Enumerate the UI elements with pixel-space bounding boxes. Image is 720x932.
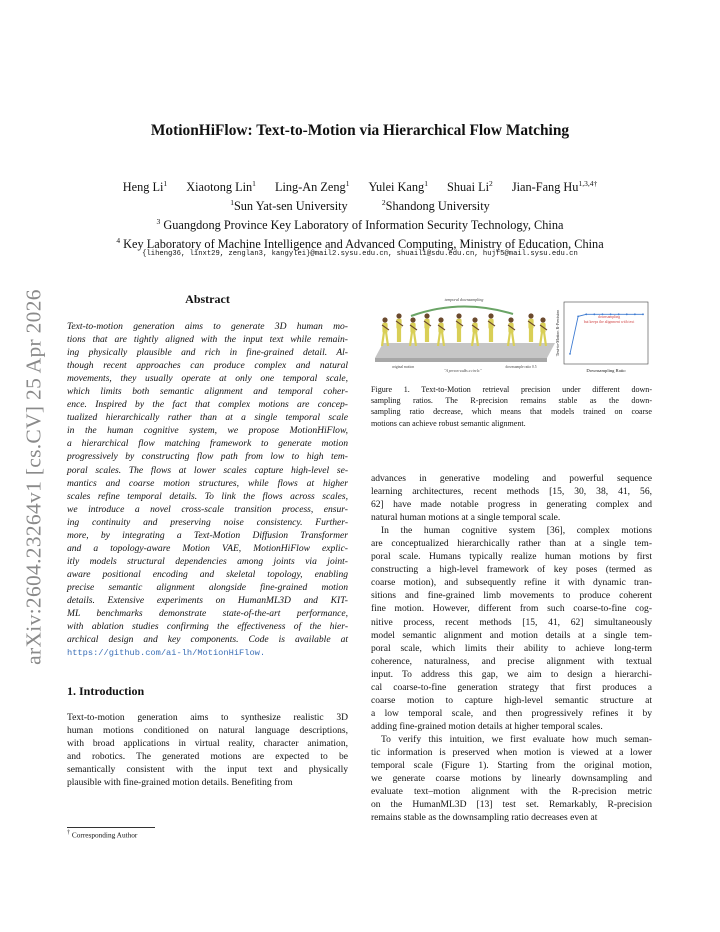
plot-xlabel: Downsampling Ratio <box>586 368 626 373</box>
figure-floor-shade <box>375 358 547 362</box>
abstract-line: we introduce a novel cross-scale transition process, ensur- <box>67 503 348 515</box>
abstract-line: with ablation studies confirming the effectiveness of the hier- <box>67 621 348 633</box>
walker-figure <box>424 313 431 342</box>
section-heading-introduction: 1. Introduction <box>67 684 145 698</box>
paragraph-line: on the HumanML3D [13] test set. Remarkably, R-precision <box>371 799 652 811</box>
paragraph-line: poral scale. Humans typically realize human motions by first <box>371 551 652 563</box>
plot-frame <box>564 302 648 364</box>
author: Ling-An Zeng$^1$ <box>274 179 350 195</box>
data-point <box>642 313 644 315</box>
label-prompt: "A person walks a circle." <box>444 369 482 373</box>
affiliation-line-3: $^4$ Key Laboratory of Machine Intelligence and Advanced Computing, Ministry of Education, China <box>116 236 604 252</box>
abstract-line: scales refine temporal details. To link the flows across scales, <box>67 490 348 502</box>
caption-line: motions can achieve robust semantic alignment. <box>371 418 526 428</box>
paragraph-line: In the human cognitive system [36], complex motions <box>381 525 652 537</box>
abstract-line: poral scales. The flows at lower scales capture high-level se- <box>67 464 348 476</box>
paragraph-line: 62] have made notable progress in generating complex and <box>371 499 652 511</box>
data-point <box>569 353 571 355</box>
abstract-heading: Abstract <box>185 292 230 306</box>
author: Heng Li$^1$ <box>122 179 168 195</box>
walker-figure <box>508 317 515 346</box>
abstract-line: aware positional encoding and skeletal topology, enabling <box>67 568 348 580</box>
abstract-line: in the human cognitive system, we propose MotionHiFlow, <box>67 425 348 437</box>
walker-figure <box>410 317 417 346</box>
paragraph-line: coherence, naturalness, and precise alignment with textual <box>371 655 652 667</box>
abstract-line: progressively by constructing flow path from low to high tem- <box>67 451 348 463</box>
abstract-line: ML benchmarks demonstrate state-of-the-art performance, <box>67 608 348 620</box>
caption-line: Figure 1. Text-to-Motion retrieval precision under different down- <box>371 385 652 394</box>
paragraph-line: cal coarse-to-fine generation strategy that first produces a <box>371 681 652 693</box>
paragraph-line: temporal scale (Figure 1). Starting from the original motion, <box>371 760 652 772</box>
abstract-line: a hierarchical flow matching framework to generate motion <box>67 438 348 450</box>
paragraph-line: adding fine-grained motion details at higher temporal scales. <box>371 720 603 732</box>
figure-1-graphic <box>371 296 652 376</box>
author: Yulei Kang$^1$ <box>368 179 428 195</box>
intro-paragraph <box>67 711 348 789</box>
abstract-line: though recent approaches can produce complex and natural <box>67 360 348 372</box>
abstract-line: itly models structural dependencies among joints via joint- <box>67 555 348 567</box>
right-column-text <box>371 472 652 824</box>
walker-figure <box>472 317 479 346</box>
paragraph-line: poral scale, which limits their ability to achieve long-term <box>371 642 652 654</box>
data-point <box>626 313 628 315</box>
author-list <box>0 176 720 195</box>
author: Jian-Fang $Hu^{1,3,4\dagger}$ <box>511 179 598 195</box>
walker-figure <box>456 313 463 342</box>
intro-line: with broad applications in virtual reality, character animation, <box>67 738 348 750</box>
abstract-line: ence. Inspired by the fact that complex motions are concep- <box>67 399 348 411</box>
r-precision-plot <box>555 302 648 373</box>
caption-line: sampling ratios. The R-precision remains stable as the down- <box>371 396 652 406</box>
abstract-body <box>67 320 348 659</box>
intro-line: plausible with fine-grained motion details. Benefiting from <box>67 777 293 789</box>
paragraph-line: constructing a high-level framework of key poses (termed as <box>371 564 652 576</box>
arxiv-identifier: arXiv:2604.23264v1 [cs.CV] 25 Apr 2026 <box>21 289 46 665</box>
plot-note-1: downsampling <box>597 315 621 319</box>
paragraph-line: model semantic alignment and motion details at a single tem- <box>371 629 652 641</box>
paragraph-line: remains stable as the downsampling ratio decreases even at <box>371 812 598 824</box>
caption-line: sampling ratio decrease, which means that models trained on coarse <box>371 407 652 417</box>
paragraph-line: fine motion. However, different from such coarse-to-fine cog- <box>371 603 652 615</box>
paragraph-line: natural human motions at a single temporal scale. <box>371 512 561 524</box>
walker-figure <box>540 317 547 346</box>
walking-figures <box>382 313 547 346</box>
paragraph-line: sitions and fine-grained limb movements to produce coherent <box>371 590 652 602</box>
arxiv-sidebar <box>14 262 54 692</box>
author-block <box>0 176 720 252</box>
walker-figure <box>438 317 445 346</box>
abstract-line: mantics and coarse motion structures, while flows at higher <box>67 477 348 489</box>
label-downsample-ratio: downsample ratio 0.5 <box>505 365 537 369</box>
paragraph-line: To verify this intuition, we first evaluate how much seman- <box>381 733 652 745</box>
figure-1 <box>371 296 652 376</box>
label-temporal-downsampling: temporal downsampling <box>444 297 484 302</box>
paragraph-line: nitive process, recent methods [15, 41, 62] simultaneously <box>371 616 652 628</box>
abstract-line: precise semantic alignment alongside fine-grained motion <box>67 581 348 593</box>
paragraph-line: advances in generative modeling and powerful sequence <box>371 473 652 484</box>
abstract-line: movements, they usually operate at only one temporal scale, <box>67 373 348 385</box>
abstract-line: which limits both semantic alignment and temporal coher- <box>67 386 348 398</box>
abstract-line: archical design and key components. Code is available at <box>67 634 348 646</box>
intro-line: and robotics. The generated motions are expected to be <box>67 751 348 763</box>
plot-ylabel: Text-to-Motion R-Precision <box>555 309 560 357</box>
figure-1-caption <box>371 384 652 429</box>
paper-title: MotionHiFlow: Text-to-Motion via Hierarchical Flow Matching <box>150 122 570 139</box>
walker-figure <box>382 317 389 346</box>
paragraph-line: evaluate text–motion alignment with the R-precision metric <box>371 786 652 798</box>
paragraph-line: tic information is preserved when motion is viewed at a lower <box>371 746 652 758</box>
abstract-line: Text-to-motion generation aims to generate 3D human mo- <box>67 321 348 332</box>
code-link[interactable]: https://github.com/ai-lh/MotionHiFlow. <box>67 648 266 659</box>
walker-figure <box>488 313 495 342</box>
intro-line: Text-to-motion generation aims to synthesize realistic 3D <box>67 712 348 723</box>
paragraph-line: we generate coarse motions by linearly downsampling and <box>371 773 652 785</box>
author-emails: {liheng36, linxt29, zenglan3, kangylei}@mail2.sysu.edu.cn, shuaili@sdu.edu.cn, hujf5@mail.sysu.edu.cn <box>142 250 578 258</box>
data-point <box>585 313 587 315</box>
figure-floor <box>375 343 555 358</box>
affiliation-line-2: $^3$ Guangdong Province Key Laboratory of Information Security Technology, China <box>156 217 564 233</box>
label-original-motion: original motion <box>391 365 415 369</box>
footnote-rule <box>67 827 155 828</box>
paragraph-line: coarse motion), and subsequently refine it with dynamic tran- <box>371 577 652 589</box>
paragraph-line: coarse motion to capture high-level semantic structure at <box>371 694 652 706</box>
walker-figure <box>396 313 403 342</box>
paragraph-line: learning architectures, recent methods [15, 30, 38, 41, 56, <box>371 486 652 498</box>
abstract-line: more, by integrating a Text-Motion Diffusion Transformer <box>67 529 348 541</box>
paragraph-line: are conceptualized hierarchically rather than at a single tem- <box>371 538 652 550</box>
data-point <box>577 316 579 318</box>
footnote: † Corresponding Author <box>67 830 138 840</box>
abstract-line: tions that are tightly aligned with the input text while remain- <box>67 334 348 346</box>
affiliation-line-1: $^1$Sun Yat-sen University $^2$Shandong University <box>230 198 490 214</box>
paragraph-line: a low temporal scale, and then progressively refines it by <box>371 707 652 719</box>
author: Shuai Li$^2$ <box>447 179 493 195</box>
intro-line: semantically consistent with the input text and physically <box>67 764 348 776</box>
plot-note-2: but keeps the alignment with text <box>583 320 635 324</box>
author: Xiaotong Lin$^1$ <box>186 179 256 195</box>
abstract-line: and a topology-aware Motion VAE, MotionHiFlow explic- <box>67 542 348 554</box>
abstract-line: tualized hierarchically rather than at a single temporal scale <box>67 412 348 424</box>
data-point <box>634 313 636 315</box>
abstract-line: details. Extensive experiments on HumanML3D and KIT- <box>67 594 348 606</box>
intro-line: human motions conditioned on natural language descriptions, <box>67 725 348 737</box>
abstract-line: ing continuity and preserving noise consistency. Further- <box>67 516 348 528</box>
data-point <box>593 313 595 315</box>
abstract-line: ing physically plausible and rich in fine-grained detail. Al- <box>67 347 348 359</box>
walker-figure <box>528 313 535 342</box>
abstract-line <box>67 646 348 659</box>
paragraph-line: input. To address this gap, we aim to design a hierarchi- <box>371 668 652 680</box>
